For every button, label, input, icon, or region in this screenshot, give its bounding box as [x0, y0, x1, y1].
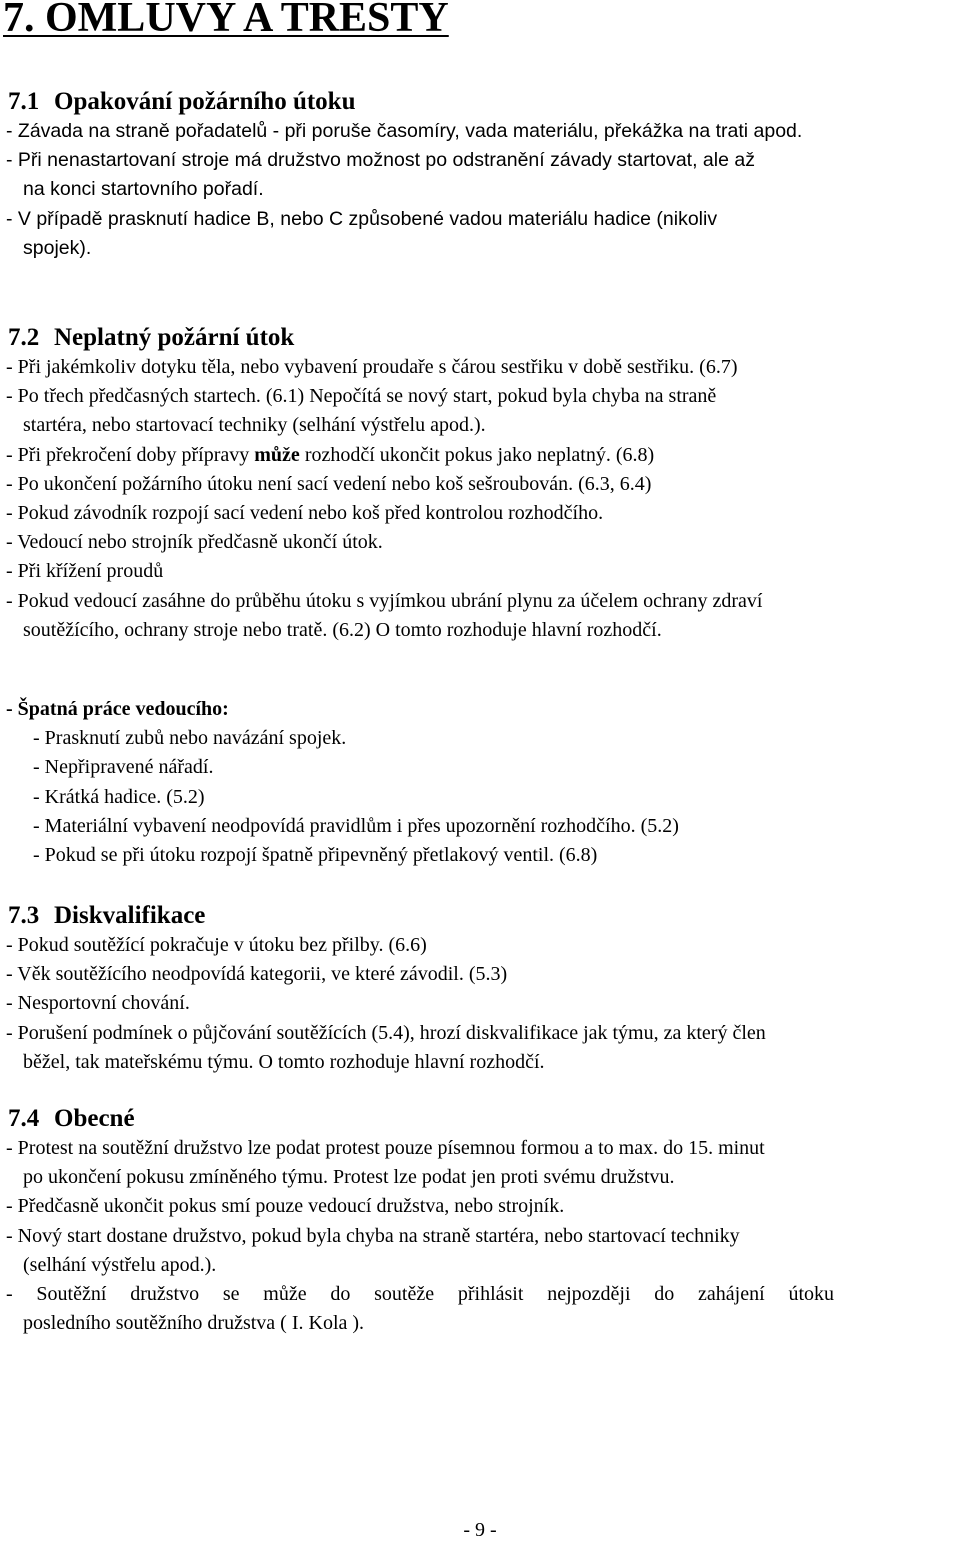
list-item: - Po třech předčasných startech. (6.1) Nepočítá se nový start, pokud byla chyba na straně — [6, 385, 717, 408]
list-item: - Při jakémkoliv dotyku těla, nebo vybavení proudaře s čárou sestřiku v době sestřiku. (6.7) — [6, 356, 738, 378]
section-heading-7-1 — [8, 87, 356, 117]
list-item: - Krátká hadice. (5.2) — [33, 785, 205, 808]
section-heading-7-3 — [8, 901, 205, 931]
list-item-continuation: posledního soutěžního družstva ( I. Kola ). — [23, 1312, 365, 1335]
list-item: - Pokud vedoucí zasáhne do průběhu útoku s vyjímkou ubrání plynu za účelem ochrany zdraví — [6, 589, 763, 612]
section-name: Diskvalifikace — [54, 902, 206, 929]
list-item: - Předčasně ukončit pokus smí pouze vedoucí družstva, nebo strojník. — [6, 1195, 565, 1218]
list-item-continuation: na konci startovního pořadí. — [23, 178, 264, 201]
section-number: 7.2 — [8, 324, 40, 351]
list-item-continuation: soutěžícího, ochrany stroje nebo tratě. (6.2) O tomto rozhoduje hlavní rozhodčí. — [23, 618, 662, 641]
page-title: 7. OMLUVY A TRESTY — [3, 0, 449, 41]
list-item: - Soutěžní družstvo se může do soutěže přihlásit nejpozději do zahájení útoku — [6, 1282, 834, 1305]
bold-text: může — [254, 443, 300, 466]
list-item: - Vedoucí nebo strojník předčasně ukončí útok. — [6, 531, 383, 554]
spatna-prace-list — [6, 695, 679, 870]
text-run: rozhodčí ukončit pokus jako neplatný. (6.8) — [299, 443, 655, 466]
page-number: - 9 - — [463, 1519, 497, 1541]
section-number: 7.3 — [8, 902, 40, 929]
section-heading-7-2 — [8, 323, 294, 353]
section-7-2-list — [6, 353, 762, 645]
section-number: 7.4 — [8, 1105, 40, 1132]
list-item: - Prasknutí zubů nebo navázání spojek. — [33, 727, 347, 750]
section-heading-7-4 — [8, 1104, 135, 1134]
list-item: - Porušení podmínek o půjčování soutěžících (5.4), hrozí diskvalifikace jak týmu, za který člen — [6, 1021, 766, 1044]
list-item: - Protest na soutěžní družstvo lze podat protest pouze písemnou formou a to max. do 15. minut — [6, 1137, 765, 1159]
list-item-continuation: spojek). — [23, 236, 92, 259]
list-item: - Pokud se při útoku rozpojí špatně připevněný přetlakový ventil. (6.8) — [33, 843, 598, 866]
list-item: - Pokud závodník rozpojí sací vedení nebo koš před kontrolou rozhodčího. — [6, 501, 604, 524]
list-item-continuation: (selhání výstřelu apod.). — [23, 1253, 217, 1276]
section-7-1-list — [6, 117, 802, 263]
list-item: - Při nenastartovaní stroje má družstvo možnost po odstranění závady startovat, ale až — [6, 149, 755, 172]
list-item: - Věk soutěžícího neodpovídá kategorii, ve které závodil. (5.3) — [6, 963, 508, 986]
list-item: - Nesportovní chování. — [6, 992, 190, 1015]
section-name: Neplatný požární útok — [54, 324, 295, 351]
section-7-4-list — [6, 1134, 834, 1338]
list-item-continuation: po ukončení pokusu zmíněného týmu. Protest lze podat jen proti svému družstvu. — [23, 1166, 675, 1189]
subsection-heading: - Špatná práce vedoucího: — [6, 698, 229, 720]
list-item: - Nepřipravené nářadí. — [33, 756, 214, 779]
list-item: - Po ukončení požárního útoku není sací vedení nebo koš sešroubován. (6.3, 6.4) — [6, 472, 652, 495]
list-item-continuation: startéra, nebo startovací techniky (selhání výstřelu apod.). — [23, 414, 486, 437]
section-number: 7.1 — [8, 88, 40, 115]
section-name: Obecné — [54, 1105, 135, 1132]
list-item: - Materiální vybavení neodpovídá pravidlům i přes upozornění rozhodčího. (5.2) — [33, 814, 679, 837]
list-item: - Nový start dostane družstvo, pokud byla chyba na straně startéra, nebo startovací techniky — [6, 1224, 740, 1247]
section-name: Opakování požárního útoku — [54, 88, 356, 115]
list-item: - V případě prasknutí hadice B, nebo C způsobené vadou materiálu hadice (nikoliv — [6, 207, 718, 230]
list-item: - Pokud soutěžící pokračuje v útoku bez přilby. (6.6) — [6, 934, 427, 956]
list-item: - Při křížení proudů — [6, 560, 164, 583]
list-item: - Závada na straně pořadatelů - při poruše časomíry, vada materiálu, překážka na trati apod. — [6, 120, 803, 142]
text-run: - Při překročení doby přípravy — [6, 443, 255, 466]
list-item — [6, 441, 762, 470]
section-7-3-list — [6, 931, 766, 1077]
list-item-continuation: běžel, tak mateřskému týmu. O tomto rozhoduje hlavní rozhodčí. — [23, 1050, 545, 1073]
